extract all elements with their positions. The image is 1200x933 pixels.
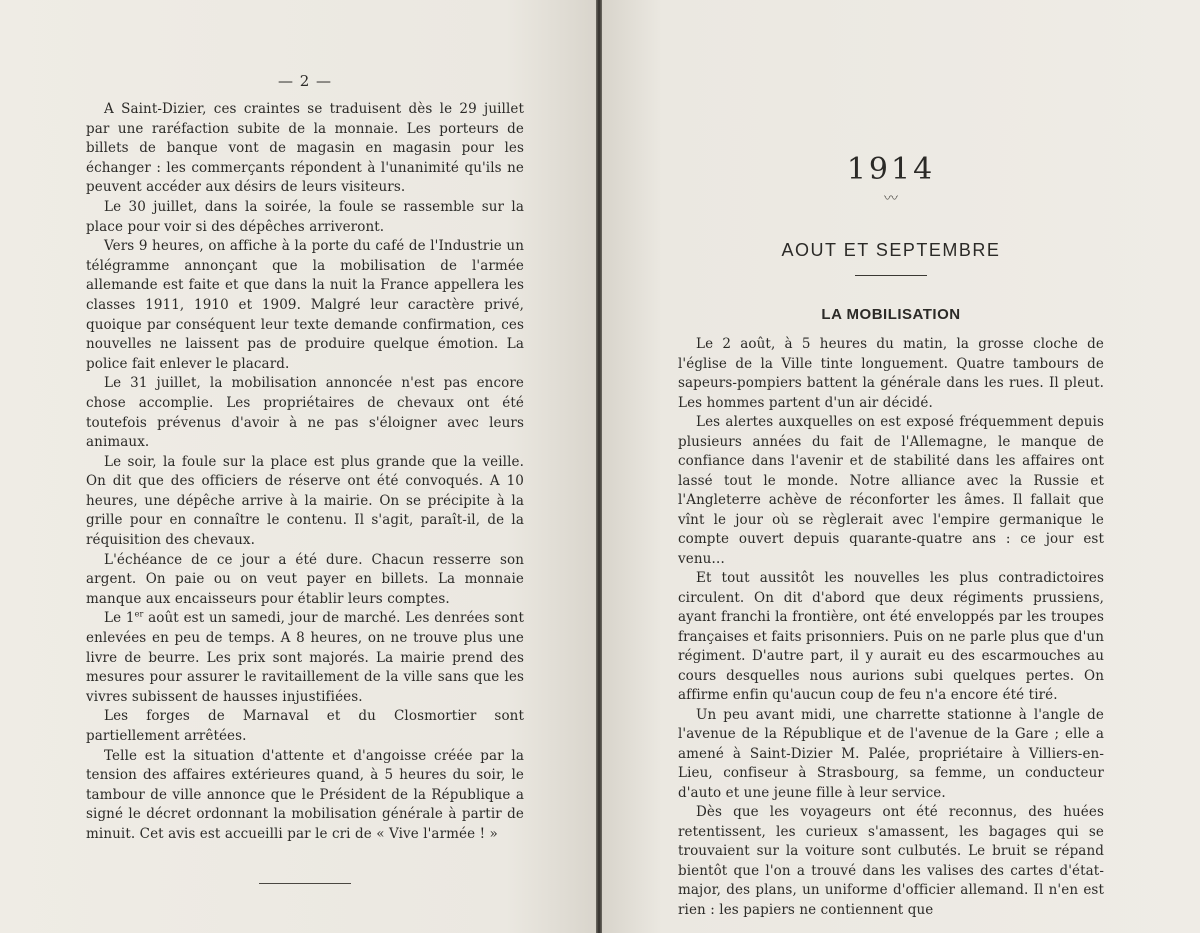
paragraph: Telle est la situation d'attente et d'angoisse créée par la tension des affaires extérieures quand, à 5 heures du soir, le tambour de ville annonce que le Président de la République a signé le décret ordonnant la mobilisation générale à partir de minuit. Cet avis est accueilli par le cri de « Vive l'armée ! » (86, 747, 524, 842)
title-divider (855, 275, 927, 276)
paragraph: L'échéance de ce jour a été dure. Chacun resserre son argent. On paie ou on veut payer en billets. La monnaie manque aux encaisseurs pour établir leurs comptes. (86, 551, 524, 607)
right-page-text (678, 150, 1104, 920)
paragraph: Le 30 juillet, dans la soirée, la foule se rassemble sur la place pour voir si des dépêches arriveront. (86, 198, 524, 235)
paragraph: Le soir, la foule sur la place est plus grande que la veille. On dit que des officiers de réserve ont été convoqués. A 10 heures, une dépêche arrive à la mairie. On se précipite à la grille pour en connaître le contenu. Il s'agit, paraît-il, de la réquisition des chevaux. (86, 453, 524, 549)
paragraph: Le 31 juillet, la mobilisation annoncée n'est pas encore chose accomplie. Les propriétaires de chevaux ont été toutefois prévenus d'avoir à ne pas s'éloigner avec leurs animaux. (86, 375, 524, 451)
tilde-ornament: 〰 (884, 191, 898, 207)
paragraph-1er-aout (86, 609, 524, 707)
chapter-year: 1914 (846, 152, 936, 187)
paragraph: Les alertes auxquelles on est exposé fréquemment depuis plusieurs années du fait de l'Allemagne, le manque de confiance dans l'avenir et de stabilité dans les affaires ont lassé tout le monde. Notre alliance avec la Russie et l'Angleterre achève de réconforter les âmes. Il fallait que vînt le jour où se règlerait avec l'empire germanique le compte ouvert depuis quarante-quatre ans : ce jour est venu… (678, 414, 1104, 567)
paragraph: Un peu avant midi, une charrette stationne à l'angle de l'avenue de la République et de l'avenue de la Gare ; elle a amené à Saint-Dizier M. Palée, propriétaire à Villiers-en-Lieu, confiseur à Strasbourg, sa femme, un conducteur d'auto et une jeune fille à leur service. (678, 706, 1104, 801)
chapter-title: AOUT ET SEPTEMBRE (781, 240, 1001, 260)
date-rest: août est un samedi, jour de marché. (143, 610, 406, 627)
paragraph: A Saint-Dizier, ces craintes se traduisent dès le 29 juillet par une raréfaction subite de la monnaie. Les porteurs de billets de banque vont de magasin en magasin pour les échanger : les commerçants répondent à l'unanimité qu'ils ne peuvent accéder aux désirs de leurs visiteurs. (86, 101, 524, 196)
ordinal-superscript: er (134, 609, 144, 619)
page-number: — 2 — (277, 72, 333, 90)
left-page-text (86, 72, 524, 884)
section-title: LA MOBILISATION (821, 306, 961, 323)
paragraph: Dès que les voyageurs ont été reconnus, des huées retentissent, les curieux s'amassent, les bagages qui se trouvaient sur la voiture sont culbutés. Le bruit se répand bientôt que l'on a trouvé dans les valises des cartes d'état-major, des plans, un uniforme d'officier allemand. Il n'en est rien : les papiers ne contiennent que (678, 804, 1104, 918)
end-divider (259, 883, 351, 884)
paragraph: Et tout aussitôt les nouvelles les plus contradictoires circulent. On dit d'abord que deux régiments prussiens, ayant franchi la frontière, ont été enveloppés par les troupes françaises et faits prisonniers. Puis on ne parle plus que d'un régiment. D'autre part, il y aurait eu des escarmouches au cours desquelles nous aurions subi quelques pertes. On affirme enfin qu'aucun coup de feu n'a encore été tiré. (678, 570, 1104, 703)
paragraph: Le 2 août, à 5 heures du matin, la grosse cloche de l'église de la Ville tinte longuement. Quatre tambours de sapeurs-pompiers battent la générale dans les rues. Il pleut. Les hommes partent d'un air décidé. (678, 336, 1104, 411)
left-page (0, 0, 596, 933)
paragraph: Vers 9 heures, on affiche à la porte du café de l'Industrie un télégramme annonçant que la mobilisation de l'armée allemande est faite et que dans la nuit la France appellera les classes 1911, 1910 et 1909. Malgré leur caractère privé, quoique par conséquent leur texte demande confirmation, ces nouvelles ne laissent pas de produire quelque émotion. La police fait enlever le placard. (86, 238, 524, 372)
paragraph: Les forges de Marnaval et du Closmortier sont partiellement arrêtées. (86, 708, 524, 744)
date-prefix: Le 1 (104, 610, 135, 627)
paragraph-continuation: Les denrées sont enlevées en peu de temps. A 8 heures, on ne trouve plus une livre de beurre. Les prix sont majorés. La mairie prend des mesures pour assurer le ravitaillement de la ville sans que les vivres subissent de hausses injustifiées. (86, 610, 524, 705)
